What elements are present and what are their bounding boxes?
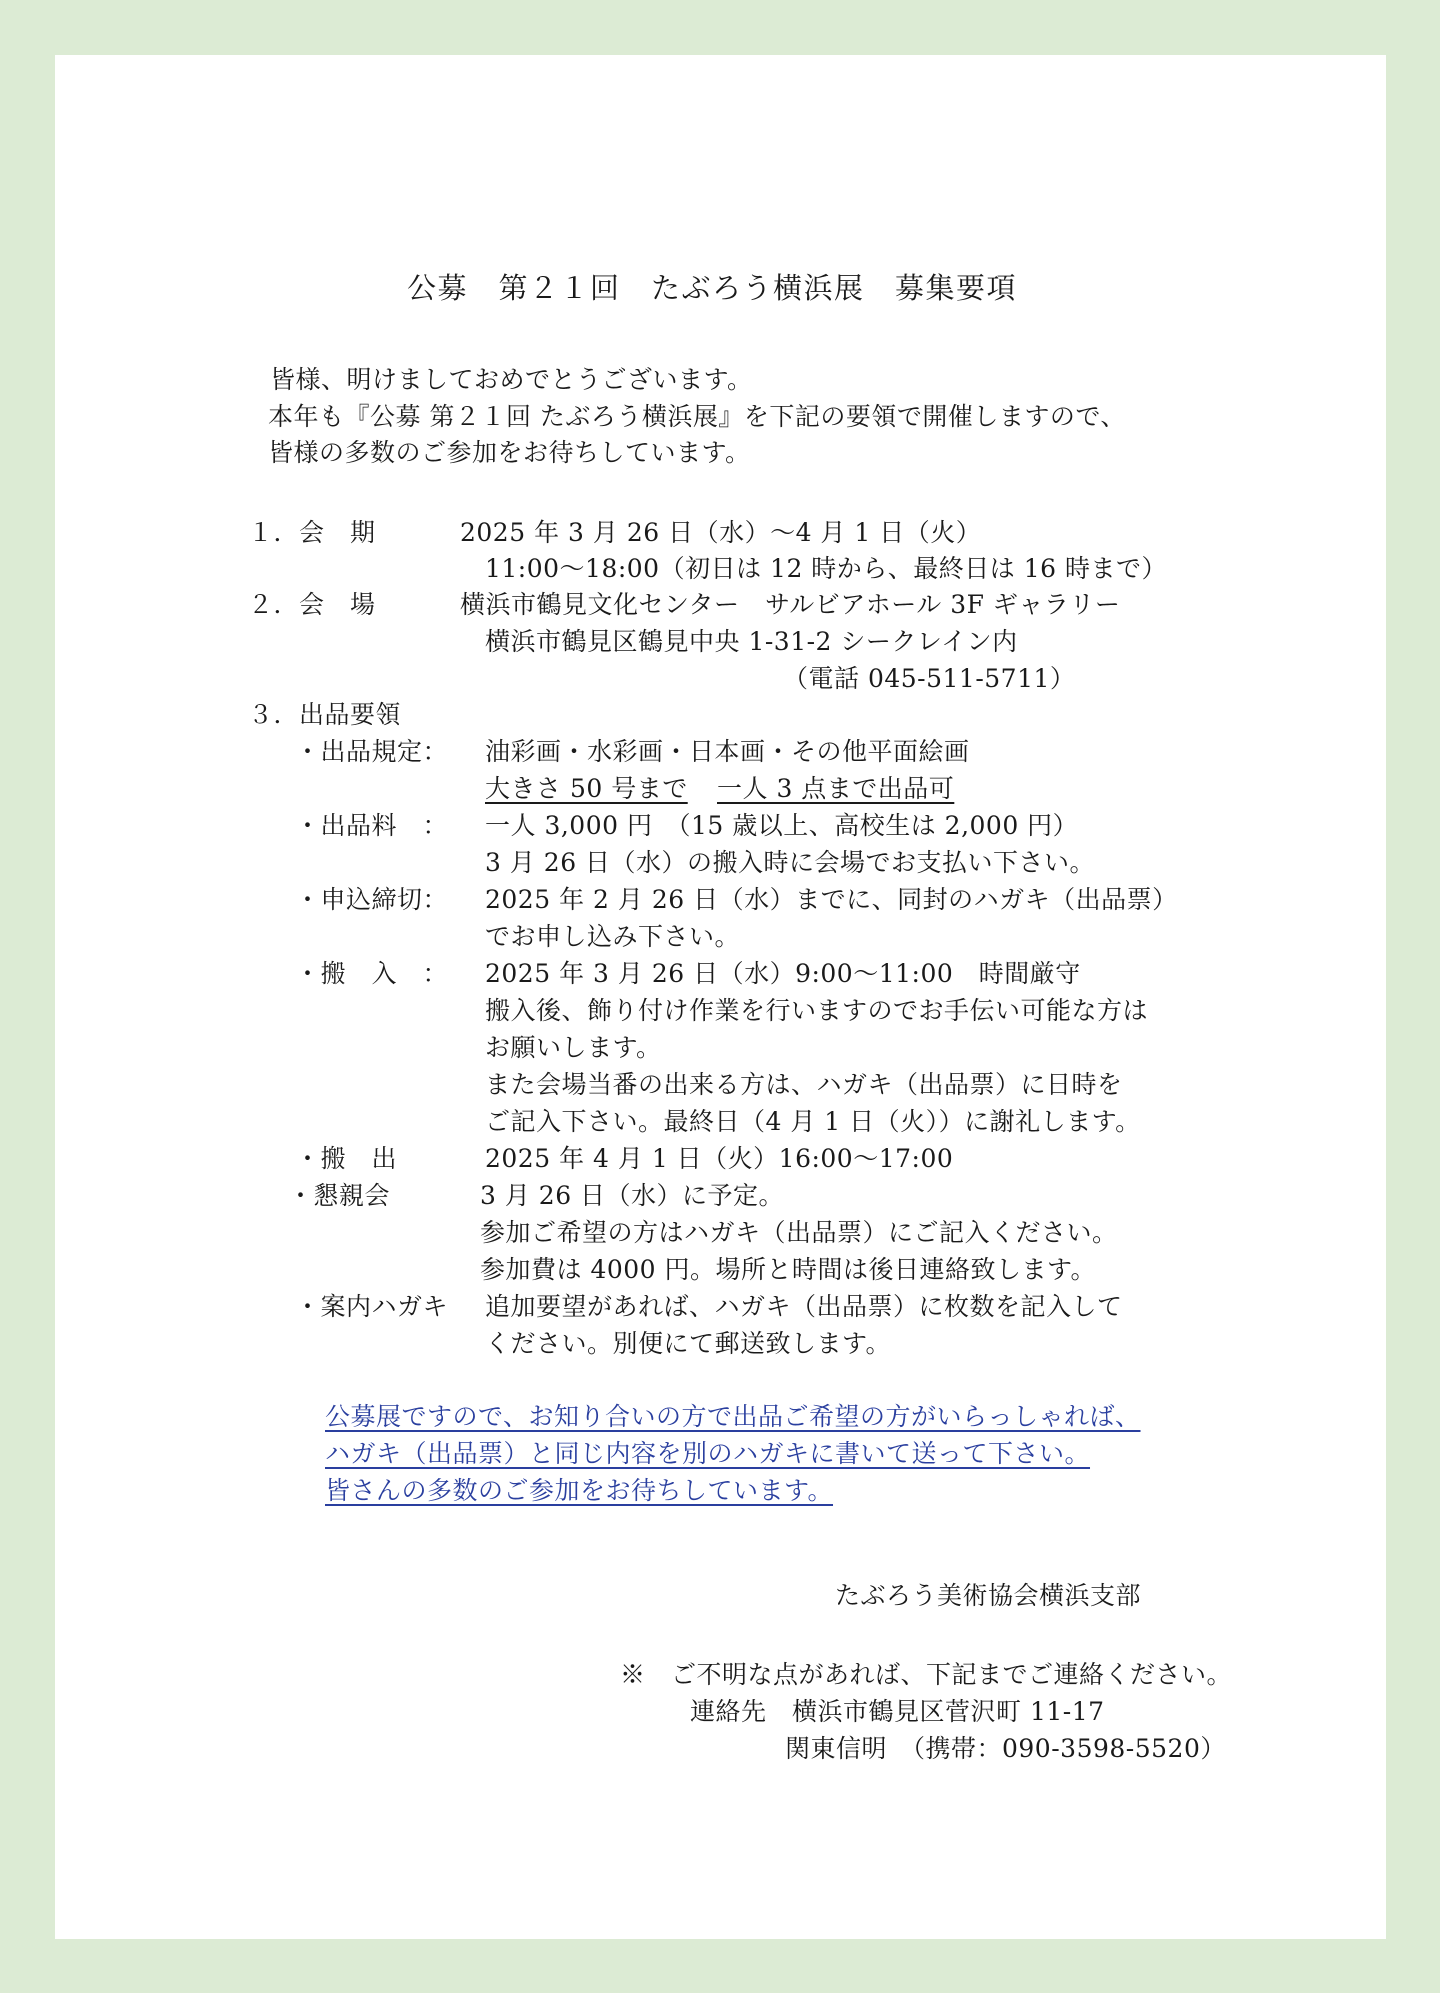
- period-dates: 2025 年 3 月 26 日（水）～4 月 1 日（火）: [460, 518, 982, 547]
- postcard-note-2: ください。別便にて郵送致します。: [485, 1329, 892, 1358]
- delivery-in-label: ・搬 入 ：: [295, 959, 449, 988]
- notice-line-2: ハガキ（出品票）と同じ内容を別のハガキに書いて送って下さい。: [325, 1439, 1091, 1468]
- deadline-date: 2025 年 2 月 26 日（水）までに、同封のハガキ（出品票）: [485, 885, 1178, 914]
- postcard-note-1: 追加要望があれば、ハガキ（出品票）に枚数を記入して: [485, 1292, 1123, 1321]
- party-fee: 参加費は 4000 円。場所と時間は後日連絡致します。: [480, 1255, 1097, 1284]
- party-signup: 参加ご希望の方はハガキ（出品票）にご記入ください。: [480, 1218, 1118, 1247]
- document-page: [55, 55, 1386, 1939]
- contact-address: 連絡先 横浜市鶴見区菅沢町 11-17: [690, 1697, 1105, 1726]
- deadline-note: でお申し込み下さい。: [485, 922, 741, 951]
- period-hours: 11:00～18:00（初日は 12 時から、最終日は 16 時まで）: [485, 554, 1168, 583]
- period-label: １．会 期: [248, 518, 376, 547]
- organizer-name: たぶろう美術協会横浜支部: [835, 1581, 1142, 1610]
- intro-line-1: 皆様、明けましておめでとうございます。: [270, 365, 753, 394]
- rules-limit: 一人 3 点まで出品可: [717, 774, 955, 803]
- delivery-in-note-3: また会場当番の出来る方は、ハガキ（出品票）に日時を: [485, 1070, 1123, 1099]
- party-label: ・懇親会: [288, 1181, 391, 1210]
- notice-line-3: 皆さんの多数のご参加をお待ちしています。: [325, 1476, 834, 1505]
- venue-address: 横浜市鶴見区鶴見中央 1-31-2 シークレイン内: [485, 627, 1018, 656]
- fee-payment: 3 月 26 日（水）の搬入時に会場でお支払い下さい。: [485, 848, 1096, 877]
- delivery-in-note-2: お願いします。: [485, 1033, 662, 1062]
- rules-types: 油彩画・水彩画・日本画・その他平面絵画: [485, 737, 970, 766]
- guidelines-label: ３．出品要領: [248, 700, 402, 729]
- fee-label: ・出品料 ：: [295, 811, 449, 840]
- contact-person: 関東信明 （携帯：090-3598-5520）: [785, 1734, 1226, 1763]
- venue-name: 横浜市鶴見文化センター サルビアホール 3F ギャラリー: [460, 590, 1121, 619]
- postcard-label: ・案内ハガキ: [295, 1292, 449, 1321]
- delivery-in-note-1: 搬入後、飾り付け作業を行いますのでお手伝い可能な方は: [485, 996, 1149, 1025]
- intro-line-3: 皆様の多数のご参加をお待ちしています。: [268, 438, 751, 467]
- fee-amount: 一人 3,000 円 （15 歳以上、高校生は 2,000 円）: [485, 811, 1079, 840]
- intro-line-2: 本年も『公募 第２１回 たぶろう横浜展』を下記の要領で開催しますので、: [268, 402, 1126, 431]
- party-date: 3 月 26 日（水）に予定。: [480, 1181, 785, 1210]
- notice-line-1: 公募展ですので、お知り合いの方で出品ご希望の方がいらっしゃれば、: [325, 1402, 1141, 1431]
- venue-phone: （電話 045-511-5711）: [783, 664, 1076, 693]
- deadline-label: ・申込締切：: [295, 885, 449, 914]
- delivery-in-note-4: ご記入下さい。最終日（4 月 1 日（火））に謝礼します。: [485, 1107, 1141, 1136]
- delivery-in-time: 2025 年 3 月 26 日（水）9:00～11:00 時間厳守: [485, 959, 1081, 988]
- delivery-out-label: ・搬 出: [295, 1144, 398, 1173]
- page-title: 公募 第２１回 たぶろう横浜展 募集要項: [407, 271, 1018, 305]
- venue-label: ２．会 場: [248, 590, 376, 619]
- rules-label: ・出品規定：: [295, 737, 449, 766]
- contact-note: ※ ご不明な点があれば、下記までご連絡ください。: [620, 1660, 1233, 1689]
- delivery-out-time: 2025 年 4 月 1 日（火）16:00～17:00: [485, 1144, 954, 1173]
- rules-size: 大きさ 50 号まで: [485, 774, 688, 803]
